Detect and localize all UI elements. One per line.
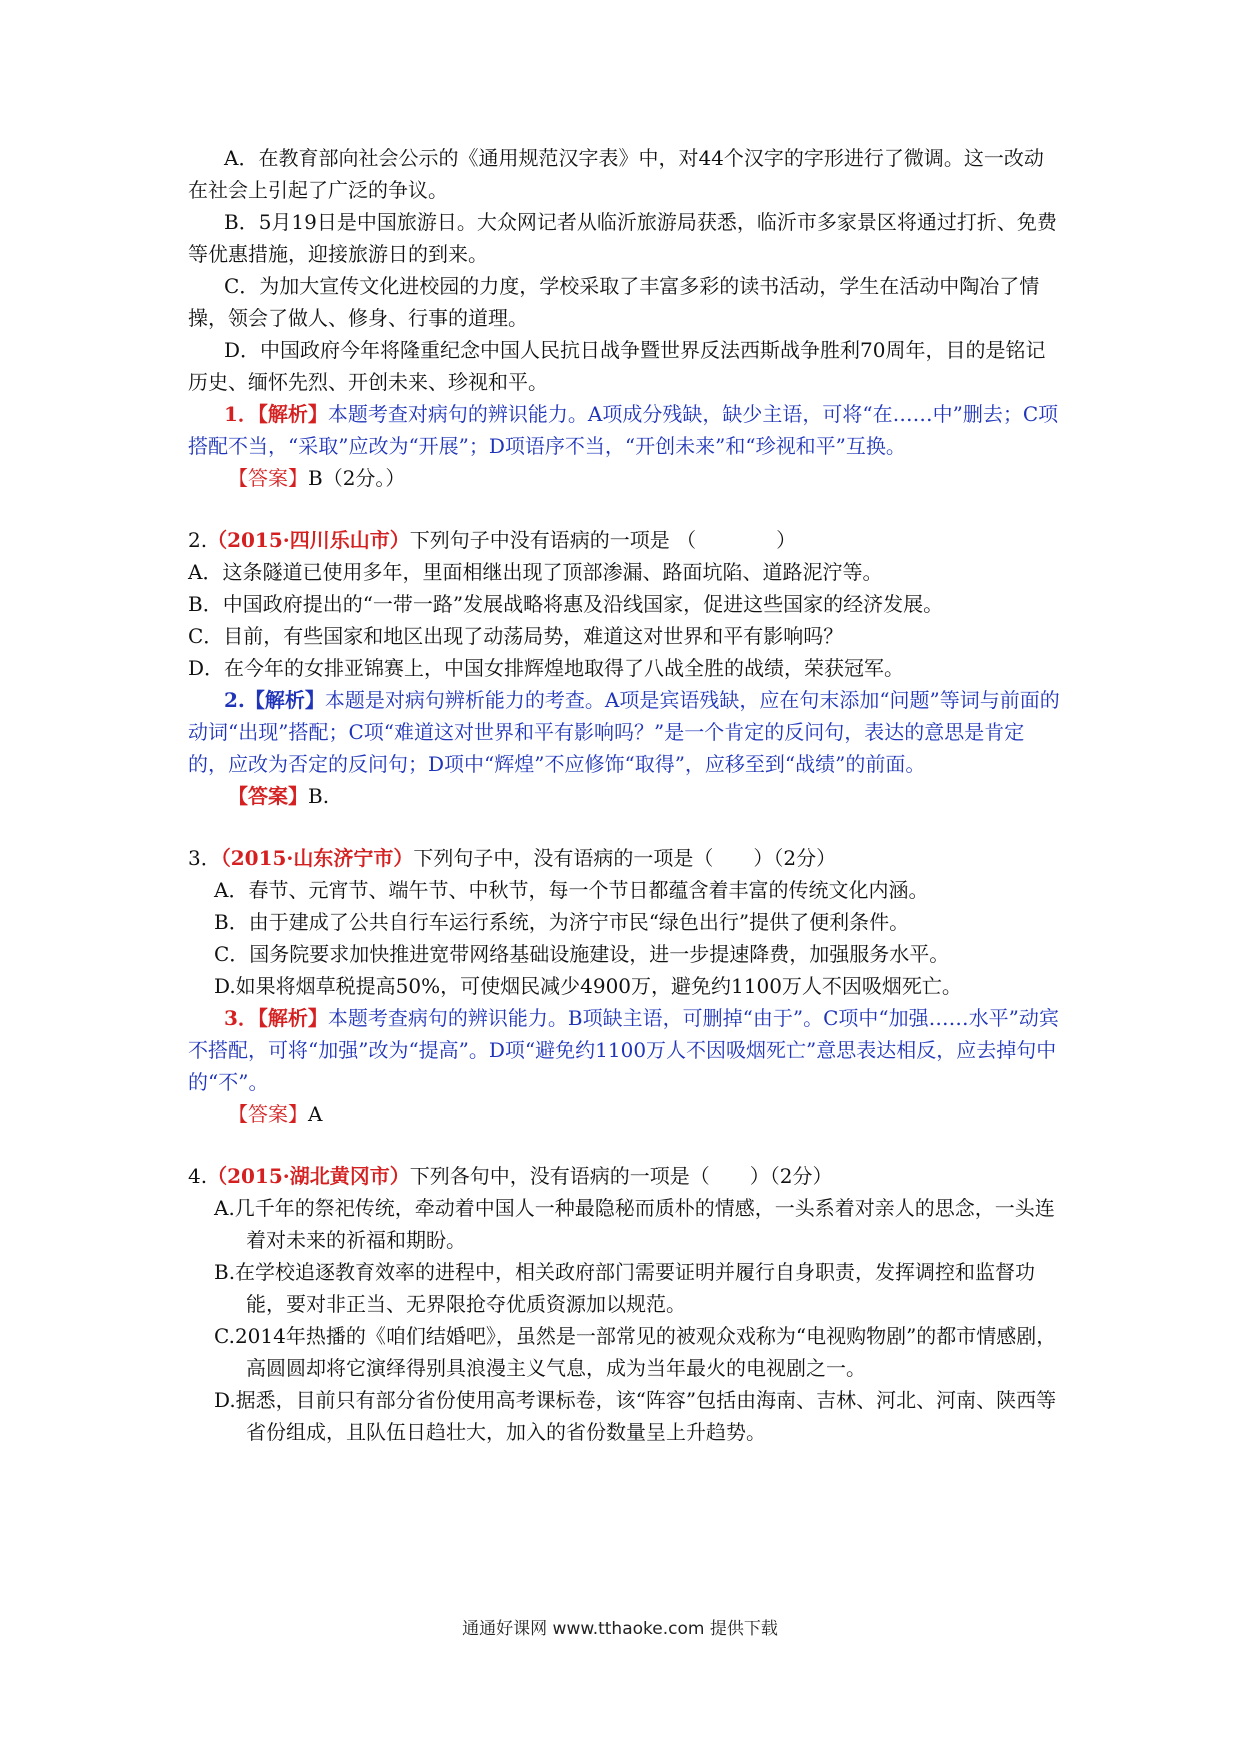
q2-analysis-label: 2.【解析】 — [224, 688, 325, 712]
q3-option-c: C．国务院要求加快推进宽带网络基础设施建设，进一步提速降费，加强服务水平。 — [214, 942, 950, 966]
q3-option-d: D.如果将烟草税提高50%，可使烟民减少4900万，避免约1100万人不因吸烟死亡。 — [214, 974, 962, 998]
q2-option-d: D．在今年的女排亚锦赛上，中国女排辉煌地取得了八战全胜的战绩，荣获冠军。 — [188, 656, 905, 680]
question-3 — [188, 842, 1062, 1130]
q3-stem — [188, 842, 1062, 874]
q1-analysis-label: 1．【解析】 — [224, 402, 328, 426]
q4-option-b: B.在学校追逐教育效率的进程中，相关政府部门需要证明并履行自身职责，发挥调控和监督功能，要对非正当、无界限抢夺优质资源加以规范。 — [214, 1260, 1036, 1316]
q4-option-a: A.几千年的祭祀传统，牵动着中国人一种最隐秘而质朴的情感，一头系着对亲人的思念，一头连着对未来的祈福和期盼。 — [214, 1196, 1055, 1252]
q1-option-a: A．在教育部向社会公示的《通用规范汉字表》中，对44个汉字的字形进行了微调。这一改动在社会上引起了广泛的争议。 — [188, 146, 1044, 202]
q2-analysis-text: 本题是对病句辨析能力的考查。A项是宾语残缺，应在句末添加“问题”等词与前面的动词“出现”搭配；C项“难道这对世界和平有影响吗？”是一个肯定的反问句，表达的意思是肯定的，应改为否定的反问句；D项中“辉煌”不应修饰“取得”，应移至到“战绩”的前面。 — [188, 688, 1060, 776]
q3-option-a: A．春节、元宵节、端午节、中秋节，每一个节日都蕴含着丰富的传统文化内涵。 — [214, 878, 929, 902]
q2-analysis — [188, 684, 1062, 780]
q1-analysis-text: 本题考查对病句的辨识能力。A项成分残缺，缺少主语，可将“在……中”删去；C项搭配不当，“采取”应改为“开展”；D项语序不当，“开创未来”和“珍视和平”互换。 — [188, 402, 1059, 458]
q1-answer-text: B（2分。） — [308, 466, 406, 490]
q2-option-b: B．中国政府提出的“一带一路”发展战略将惠及沿线国家，促进这些国家的经济发展。 — [188, 592, 944, 616]
page-footer: 通通好课网 www.tthaoke.com 提供下载 — [462, 1619, 778, 1639]
q3-analysis — [188, 1002, 1062, 1098]
q4-source: （2015·湖北黄冈市） — [207, 1164, 410, 1188]
q2-option-a: A．这条隧道已使用多年，里面相继出现了顶部渗漏、路面坑陷、道路泥泞等。 — [188, 560, 883, 584]
q1-option-c: C．为加大宣传文化进校园的力度，学校采取了丰富多彩的读书活动，学生在活动中陶冶了情操，领会了做人、修身、行事的道理。 — [188, 274, 1040, 330]
q1-analysis — [188, 398, 1062, 462]
q3-answer — [188, 1098, 1062, 1130]
q2-source: （2015·四川乐山市） — [207, 528, 410, 552]
document-body — [188, 142, 1062, 1448]
q3-answer-text: A — [308, 1102, 323, 1126]
q2-option-c: C．目前，有些国家和地区出现了动荡局势，难道这对世界和平有影响吗？ — [188, 624, 844, 648]
q1-answer — [188, 462, 1062, 494]
q3-source: （2015·山东济宁市） — [220, 846, 414, 870]
question-4 — [188, 1160, 1062, 1448]
q2-answer — [188, 780, 1062, 812]
q3-number: 3． — [188, 846, 221, 870]
q4-number: 4. — [188, 1164, 208, 1188]
q4-stem — [188, 1160, 1062, 1192]
q1-option-d: D．中国政府今年将隆重纪念中国人民抗日战争暨世界反法西斯战争胜利70周年，目的是铭记历史、缅怀先烈、开创未来、珍视和平。 — [188, 338, 1046, 394]
q3-analysis-text: 本题考查病句的辨识能力。B项缺主语，可删掉“由于”。C项中“加强……水平”动宾不搭配，可将“加强”改为“提高”。D项“避免约1100万人不因吸烟死亡”意思表达相反，应去掉句中的“不”。 — [188, 1006, 1059, 1094]
q3-option-b: B．由于建成了公共自行车运行系统，为济宁市民“绿色出行”提供了便利条件。 — [214, 910, 910, 934]
q2-stem — [188, 524, 1062, 556]
q3-answer-label: 【答案】 — [228, 1102, 308, 1126]
q4-option-d: D.据悉，目前只有部分省份使用高考课标卷，该“阵容”包括由海南、吉林、河北、河南、陕西等省份组成，且队伍日趋壮大，加入的省份数量呈上升趋势。 — [214, 1388, 1057, 1444]
q2-number: 2. — [188, 528, 208, 552]
q1-option-b: B．5月19日是中国旅游日。大众网记者从临沂旅游局获悉，临沂市多家景区将通过打折、免费等优惠措施，迎接旅游日的到来。 — [188, 210, 1057, 266]
q3-analysis-label: 3．【解析】 — [224, 1006, 328, 1030]
q3-stem-text: 下列句子中，没有语病的一项是（ ）（2分） — [413, 846, 837, 870]
q4-option-c: C.2014年热播的《咱们结婚吧》，虽然是一部常见的被观众戏称为“电视购物剧”的都市情感剧，高圆圆却将它演绎得别具浪漫主义气息，成为当年最火的电视剧之一。 — [214, 1324, 1057, 1380]
q4-stem-text: 下列各句中，没有语病的一项是（ ）（2分） — [409, 1164, 833, 1188]
q2-answer-label: 【答案】 — [228, 784, 308, 808]
question-2 — [188, 524, 1062, 812]
q2-answer-text: B. — [308, 784, 330, 808]
q1-answer-label: 【答案】 — [228, 466, 308, 490]
q2-stem-text: 下列句子中没有语病的一项是 （ ） — [409, 528, 797, 552]
question-1 — [188, 142, 1062, 494]
